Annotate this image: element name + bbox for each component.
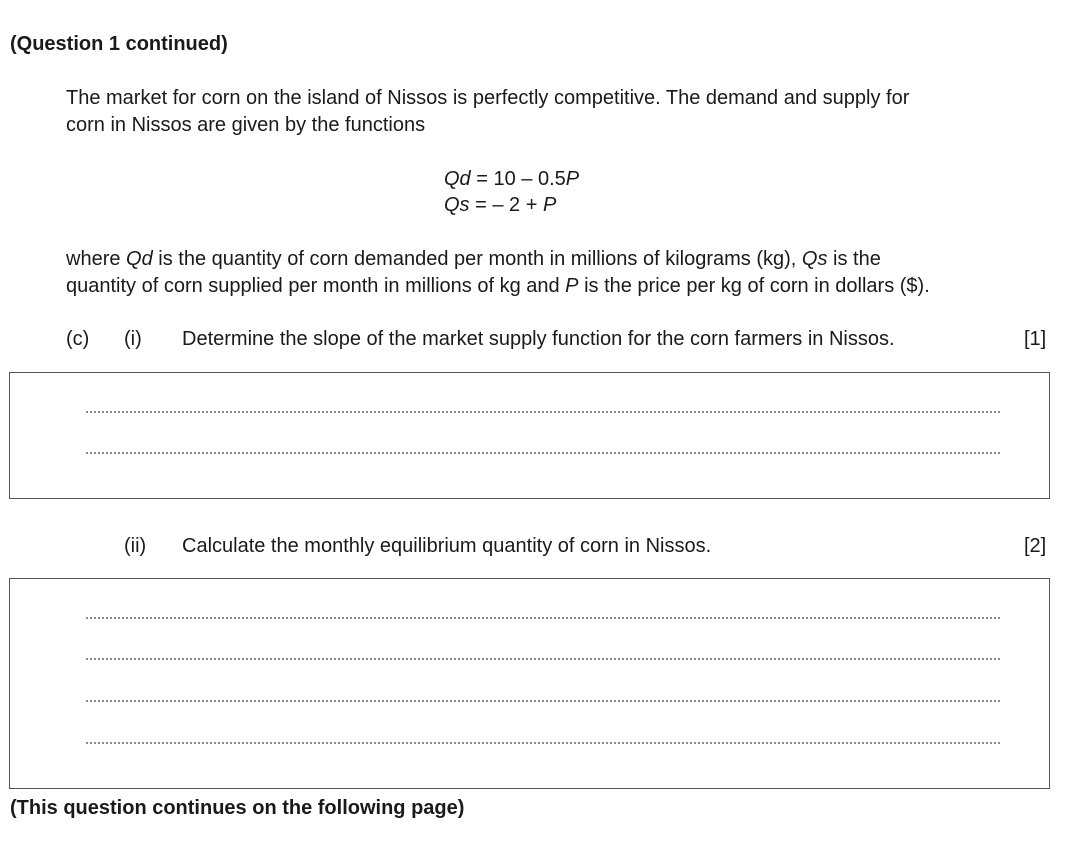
intro-line-2: corn in Nissos are given by the functions	[66, 114, 426, 136]
where-p: P	[565, 275, 579, 297]
answer-line[interactable]	[86, 411, 1000, 413]
demand-lhs: Qd	[444, 168, 471, 190]
part-c-label: (c)	[66, 328, 90, 350]
definitions-line-2	[66, 273, 1056, 300]
part-c-i-marks: [1]	[1024, 328, 1047, 350]
answer-line[interactable]	[86, 742, 1000, 744]
where-text-1: where	[66, 248, 127, 270]
demand-equation	[444, 166, 579, 192]
part-c-ii-label: (ii)	[124, 535, 147, 557]
where-qd: Qd	[126, 248, 153, 270]
answer-line[interactable]	[86, 617, 1000, 619]
definitions-paragraph	[66, 246, 1056, 300]
answer-box-c-ii[interactable]	[9, 578, 1050, 789]
where-qs: Qs	[801, 248, 828, 270]
part-c-ii-question: Calculate the monthly equilibrium quantity of corn in Nissos.	[182, 535, 712, 557]
answer-line[interactable]	[86, 700, 1000, 702]
question-heading: (Question 1 continued)	[10, 33, 228, 55]
answer-box-c-i[interactable]	[9, 372, 1050, 499]
where-text-2: is the quantity of corn demanded per month in millions of kilograms (kg),	[152, 248, 802, 270]
part-c-i-question: Determine the slope of the market supply function for the corn farmers in Nissos.	[182, 328, 895, 350]
where-text-4: quantity of corn supplied per month in millions of kg and	[66, 275, 566, 297]
continuation-note: (This question continues on the following page)	[10, 797, 465, 819]
part-c-i-label: (i)	[124, 328, 142, 350]
definitions-line-1	[66, 246, 1056, 273]
part-c-ii-marks: [2]	[1024, 535, 1047, 557]
demand-rhs: = 10 – 0.5	[470, 168, 566, 190]
supply-var: P	[542, 194, 557, 216]
intro-paragraph	[66, 85, 1056, 139]
answer-line[interactable]	[86, 452, 1000, 454]
where-text-5: is the price per kg of corn in dollars ($).	[578, 275, 930, 297]
supply-rhs: = – 2 +	[469, 194, 543, 216]
supply-lhs: Qs	[444, 194, 470, 216]
intro-line-1: The market for corn on the island of Nissos is perfectly competitive. The demand and supply for	[66, 87, 910, 109]
supply-equation	[444, 192, 556, 218]
demand-var: P	[565, 168, 580, 190]
answer-line[interactable]	[86, 658, 1000, 660]
where-text-3: is the	[827, 248, 881, 270]
